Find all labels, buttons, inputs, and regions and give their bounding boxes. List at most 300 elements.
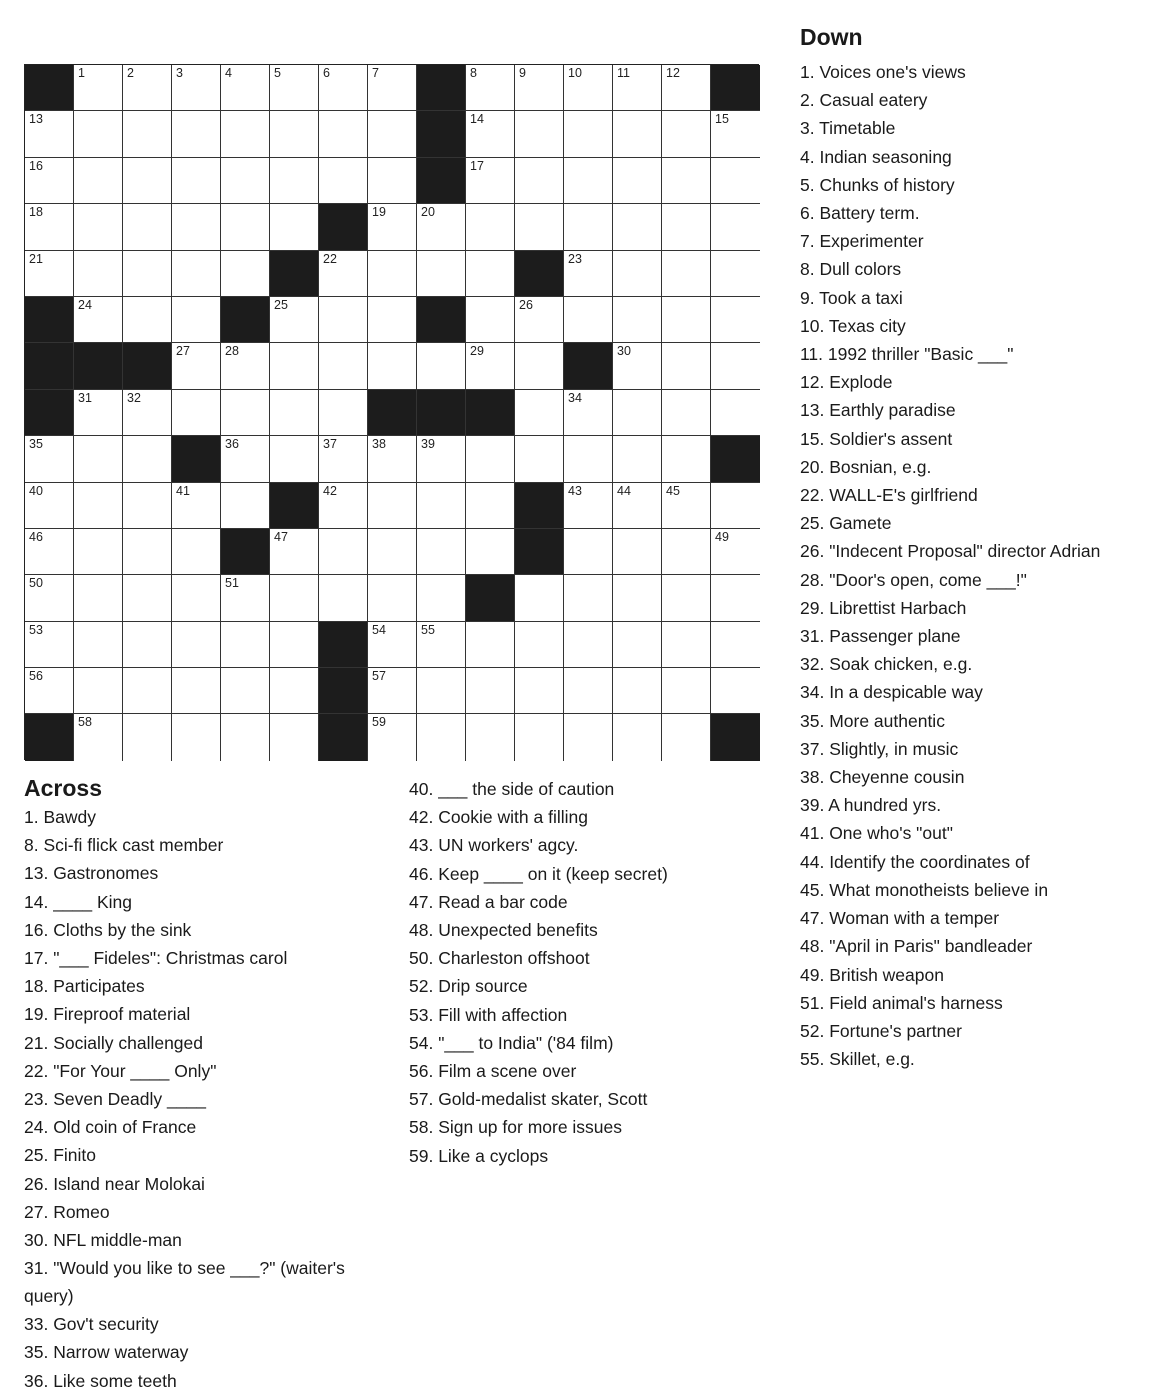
grid-cell[interactable] xyxy=(417,668,466,714)
grid-cell[interactable] xyxy=(466,714,515,760)
black-square xyxy=(25,390,74,436)
grid-cell[interactable] xyxy=(417,436,466,482)
grid-cell[interactable] xyxy=(172,575,221,621)
grid-cell[interactable] xyxy=(515,436,564,482)
grid-cell[interactable] xyxy=(270,436,319,482)
down-clue[interactable]: 37. Slightly, in music xyxy=(800,738,959,759)
clue-number: 14 xyxy=(470,112,484,127)
grid-cell[interactable] xyxy=(123,529,172,575)
grid-cell[interactable] xyxy=(319,436,368,482)
grid-cell[interactable] xyxy=(515,204,564,250)
across-clue[interactable]: 48. Unexpected benefits xyxy=(409,920,598,941)
grid-cell[interactable] xyxy=(25,575,74,621)
grid-cell[interactable] xyxy=(270,622,319,668)
grid-cell[interactable] xyxy=(123,251,172,297)
grid-cell[interactable] xyxy=(466,158,515,204)
grid-cell[interactable] xyxy=(270,668,319,714)
grid-cell[interactable] xyxy=(662,297,711,343)
clue-number: 26 xyxy=(519,297,533,312)
grid-cell[interactable] xyxy=(74,575,123,621)
clue-number: 36 xyxy=(225,437,239,452)
grid-cell[interactable] xyxy=(515,622,564,668)
across-clue[interactable]: 53. Fill with affection xyxy=(409,1004,568,1025)
grid-cell[interactable] xyxy=(25,622,74,668)
grid-cell[interactable] xyxy=(711,111,760,157)
grid-cell[interactable] xyxy=(172,158,221,204)
grid-cell[interactable] xyxy=(172,390,221,436)
grid-cell[interactable] xyxy=(515,65,564,111)
grid-cell[interactable] xyxy=(613,204,662,250)
down-clue[interactable]: 2. Casual eatery xyxy=(800,90,928,111)
black-square xyxy=(711,714,760,760)
grid-cell[interactable] xyxy=(564,390,613,436)
grid-cell[interactable] xyxy=(662,111,711,157)
grid-cell[interactable] xyxy=(25,111,74,157)
across-clue[interactable]: 35. Narrow waterway xyxy=(24,1342,189,1363)
grid-cell[interactable] xyxy=(711,529,760,575)
down-clue[interactable]: 52. Fortune's partner xyxy=(800,1020,962,1041)
grid-cell[interactable] xyxy=(466,483,515,529)
grid-cell[interactable] xyxy=(466,297,515,343)
grid-cell[interactable] xyxy=(172,714,221,760)
grid-cell[interactable] xyxy=(172,622,221,668)
grid-cell[interactable] xyxy=(270,65,319,111)
down-clue[interactable]: 26. "Indecent Proposal" director Adrian xyxy=(800,541,1101,562)
grid-cell[interactable] xyxy=(123,158,172,204)
grid-cell[interactable] xyxy=(662,158,711,204)
grid-cell[interactable] xyxy=(221,436,270,482)
down-clue[interactable]: 38. Cheyenne cousin xyxy=(800,767,965,788)
grid-cell[interactable] xyxy=(123,65,172,111)
across-clue[interactable]: 8. Sci-fi flick cast member xyxy=(24,835,224,856)
grid-cell[interactable] xyxy=(319,575,368,621)
across-clue[interactable]: 19. Fireproof material xyxy=(24,1004,191,1025)
grid-cell[interactable] xyxy=(417,204,466,250)
black-square xyxy=(25,343,74,389)
grid-cell[interactable] xyxy=(270,204,319,250)
grid-cell[interactable] xyxy=(368,251,417,297)
clue-number: 39 xyxy=(421,437,435,452)
grid-cell[interactable] xyxy=(74,251,123,297)
across-heading: Across xyxy=(24,775,102,801)
grid-cell[interactable] xyxy=(123,622,172,668)
down-clue[interactable]: 28. "Door's open, come ___!" xyxy=(800,569,1027,590)
grid-cell[interactable] xyxy=(74,714,123,760)
clue-number: 51 xyxy=(225,576,239,591)
grid-cell[interactable] xyxy=(74,622,123,668)
across-clue[interactable]: 42. Cookie with a filling xyxy=(409,807,588,828)
grid-cell[interactable] xyxy=(172,297,221,343)
across-clue[interactable]: 1. Bawdy xyxy=(24,807,96,827)
grid-cell[interactable] xyxy=(711,575,760,621)
grid-cell[interactable] xyxy=(221,158,270,204)
down-clue[interactable]: 6. Battery term. xyxy=(800,203,920,224)
grid-cell[interactable] xyxy=(25,158,74,204)
grid-cell[interactable] xyxy=(417,575,466,621)
grid-cell[interactable] xyxy=(662,575,711,621)
grid-cell[interactable] xyxy=(172,111,221,157)
across-clue[interactable]: 21. Socially challenged xyxy=(24,1032,204,1053)
grid-cell[interactable] xyxy=(711,251,760,297)
grid-cell[interactable] xyxy=(270,158,319,204)
down-clue[interactable]: 13. Earthly paradise xyxy=(800,400,956,421)
down-clue[interactable]: 22. WALL-E's girlfriend xyxy=(800,485,978,506)
grid-cell[interactable] xyxy=(123,575,172,621)
black-square xyxy=(172,436,221,482)
across-clue[interactable]: 43. UN workers' agcy. xyxy=(409,835,579,856)
down-clue[interactable]: 11. 1992 thriller "Basic ___" xyxy=(800,344,1014,365)
grid-cell[interactable] xyxy=(319,111,368,157)
grid-cell[interactable] xyxy=(613,575,662,621)
grid-cell[interactable] xyxy=(613,483,662,529)
grid-cell[interactable] xyxy=(662,65,711,111)
grid-cell[interactable] xyxy=(319,483,368,529)
grid-cell[interactable] xyxy=(564,668,613,714)
grid-cell[interactable] xyxy=(417,622,466,668)
down-clue[interactable]: 34. In a despicable way xyxy=(800,682,983,703)
across-clue[interactable]: 22. "For Your ____ Only" xyxy=(24,1060,217,1081)
down-clue[interactable]: 47. Woman with a temper xyxy=(800,908,1000,929)
black-square xyxy=(711,436,760,482)
grid-cell[interactable] xyxy=(711,483,760,529)
grid-cell[interactable] xyxy=(123,204,172,250)
grid-cell[interactable] xyxy=(319,251,368,297)
grid-cell[interactable] xyxy=(662,390,711,436)
grid-cell[interactable] xyxy=(417,251,466,297)
across-clue[interactable]: 17. "___ Fideles": Christmas carol xyxy=(24,948,288,969)
grid-cell[interactable] xyxy=(123,111,172,157)
grid-cell[interactable] xyxy=(662,668,711,714)
grid-cell[interactable] xyxy=(25,436,74,482)
grid-cell[interactable] xyxy=(270,297,319,343)
grid-cell[interactable] xyxy=(368,343,417,389)
grid-cell[interactable] xyxy=(662,529,711,575)
across-clue[interactable]: 26. Island near Molokai xyxy=(24,1173,205,1194)
grid-cell[interactable] xyxy=(25,668,74,714)
grid-cell[interactable] xyxy=(25,529,74,575)
grid-cell[interactable] xyxy=(711,297,760,343)
down-clue[interactable]: 4. Indian seasoning xyxy=(800,146,952,167)
across-clue[interactable]: 54. "___ to India" ('84 film) xyxy=(409,1032,614,1053)
grid-cell[interactable] xyxy=(368,622,417,668)
down-clue[interactable]: 7. Experimenter xyxy=(800,231,924,252)
grid-cell[interactable] xyxy=(564,204,613,250)
clue-number: 35 xyxy=(29,437,43,452)
grid-cell[interactable] xyxy=(662,343,711,389)
down-clue[interactable]: 29. Librettist Harbach xyxy=(800,597,967,618)
grid-cell[interactable] xyxy=(172,343,221,389)
grid-cell[interactable] xyxy=(417,529,466,575)
clue-number: 34 xyxy=(568,390,582,405)
grid-cell[interactable] xyxy=(368,714,417,760)
across-clue[interactable]: 30. NFL middle-man xyxy=(24,1230,182,1251)
clue-number: 23 xyxy=(568,251,582,266)
down-clue[interactable]: 10. Texas city xyxy=(800,315,906,336)
black-square xyxy=(515,251,564,297)
grid-cell[interactable] xyxy=(711,204,760,250)
grid-cell[interactable] xyxy=(466,622,515,668)
grid-cell[interactable] xyxy=(221,251,270,297)
across-clue[interactable]: 23. Seven Deadly ____ xyxy=(24,1089,206,1110)
grid-cell[interactable] xyxy=(564,436,613,482)
down-clue[interactable]: 5. Chunks of history xyxy=(800,174,955,195)
grid-cell[interactable] xyxy=(613,390,662,436)
clue-number: 31 xyxy=(78,390,92,405)
down-clue[interactable]: 41. One who's "out" xyxy=(800,823,953,844)
grid-cell[interactable] xyxy=(172,529,221,575)
grid-cell[interactable] xyxy=(466,65,515,111)
grid-cell[interactable] xyxy=(466,436,515,482)
down-clue[interactable]: 45. What monotheists believe in xyxy=(800,879,1049,900)
grid-cell[interactable] xyxy=(515,111,564,157)
grid-cell[interactable] xyxy=(221,483,270,529)
down-clue[interactable]: 32. Soak chicken, e.g. xyxy=(800,654,973,675)
grid-cell[interactable] xyxy=(662,251,711,297)
grid-cell[interactable] xyxy=(221,111,270,157)
grid-cell[interactable] xyxy=(319,158,368,204)
grid-cell[interactable] xyxy=(221,390,270,436)
grid-cell[interactable] xyxy=(466,668,515,714)
grid-cell[interactable] xyxy=(319,529,368,575)
grid-cell[interactable] xyxy=(662,436,711,482)
grid-cell[interactable] xyxy=(368,436,417,482)
grid-cell[interactable] xyxy=(74,668,123,714)
grid-cell[interactable] xyxy=(515,714,564,760)
grid-cell[interactable] xyxy=(319,390,368,436)
across-clue[interactable]: 13. Gastronomes xyxy=(24,863,159,884)
clue-number: 2 xyxy=(127,66,134,80)
grid-cell[interactable] xyxy=(613,714,662,760)
grid-cell[interactable] xyxy=(270,111,319,157)
across-clue[interactable]: 52. Drip source xyxy=(409,976,528,997)
grid-cell[interactable] xyxy=(613,343,662,389)
grid-cell[interactable] xyxy=(270,529,319,575)
grid-cell[interactable] xyxy=(662,204,711,250)
across-clue[interactable]: 57. Gold-medalist skater, Scott xyxy=(409,1089,648,1110)
down-clue[interactable]: 25. Gamete xyxy=(800,513,892,534)
grid-cell[interactable] xyxy=(466,111,515,157)
grid-cell[interactable] xyxy=(515,575,564,621)
grid-cell[interactable] xyxy=(123,714,172,760)
across-clue[interactable]: 50. Charleston offshoot xyxy=(409,948,590,969)
across-clue[interactable]: 14. ____ King xyxy=(24,891,133,912)
down-heading: Down xyxy=(800,24,863,50)
down-clue[interactable]: 44. Identify the coordinates of xyxy=(800,851,1030,872)
grid-cell[interactable] xyxy=(221,65,270,111)
grid-cell[interactable] xyxy=(711,390,760,436)
grid-cell[interactable] xyxy=(74,158,123,204)
grid-cell[interactable] xyxy=(564,622,613,668)
grid-cell[interactable] xyxy=(711,343,760,389)
grid-cell[interactable] xyxy=(515,668,564,714)
clue-number: 44 xyxy=(617,483,631,498)
grid-cell[interactable] xyxy=(564,529,613,575)
grid-cell[interactable] xyxy=(74,436,123,482)
across-clue[interactable]: 56. Film a scene over xyxy=(409,1061,577,1082)
grid-cell[interactable] xyxy=(172,204,221,250)
black-square xyxy=(417,111,466,157)
grid-cell[interactable] xyxy=(368,158,417,204)
across-clue[interactable]: 58. Sign up for more issues xyxy=(409,1117,623,1138)
grid-cell[interactable] xyxy=(270,390,319,436)
across-clue[interactable]: 16. Cloths by the sink xyxy=(24,919,192,940)
down-clue[interactable]: 49. British weapon xyxy=(800,964,944,985)
down-clue[interactable]: 12. Explode xyxy=(800,372,893,393)
grid-cell[interactable] xyxy=(25,251,74,297)
grid-cell[interactable] xyxy=(564,251,613,297)
grid-cell[interactable] xyxy=(25,483,74,529)
across-clue[interactable]: 33. Gov't security xyxy=(24,1314,159,1335)
clue-number: 5 xyxy=(274,66,281,80)
across-clue[interactable]: 31. "Would you like to see ___?" (waiter's query) xyxy=(24,1258,345,1307)
grid-cell[interactable] xyxy=(172,483,221,529)
grid-cell[interactable] xyxy=(123,297,172,343)
across-clue[interactable]: 27. Romeo xyxy=(24,1201,110,1222)
clue-number: 11 xyxy=(617,66,630,80)
clue-number: 58 xyxy=(78,715,92,730)
grid-cell[interactable] xyxy=(662,622,711,668)
grid-cell[interactable] xyxy=(466,251,515,297)
grid-cell[interactable] xyxy=(319,343,368,389)
clue-number: 29 xyxy=(470,344,484,359)
grid-cell[interactable] xyxy=(221,714,270,760)
grid-cell[interactable] xyxy=(172,251,221,297)
down-clue[interactable]: 48. "April in Paris" bandleader xyxy=(800,936,1033,957)
grid-cell[interactable] xyxy=(319,65,368,111)
black-square xyxy=(221,297,270,343)
grid-cell[interactable] xyxy=(221,575,270,621)
grid-cell[interactable] xyxy=(417,483,466,529)
across-clue[interactable]: 46. Keep ____ on it (keep secret) xyxy=(409,863,668,884)
clue-number: 3 xyxy=(176,66,183,80)
across-clue[interactable]: 40. ___ the side of caution xyxy=(409,779,615,799)
grid-cell[interactable] xyxy=(74,65,123,111)
across-clue[interactable]: 36. Like some teeth xyxy=(24,1370,177,1391)
grid-cell[interactable] xyxy=(515,390,564,436)
black-square xyxy=(368,390,417,436)
grid-cell[interactable] xyxy=(613,529,662,575)
grid-cell[interactable] xyxy=(564,714,613,760)
grid-cell[interactable] xyxy=(172,668,221,714)
grid-cell[interactable] xyxy=(172,65,221,111)
grid-cell[interactable] xyxy=(123,436,172,482)
grid-cell[interactable] xyxy=(515,158,564,204)
black-square xyxy=(319,204,368,250)
across-clue[interactable]: 18. Participates xyxy=(24,976,145,997)
grid-cell[interactable] xyxy=(123,390,172,436)
black-square xyxy=(466,575,515,621)
grid-cell[interactable] xyxy=(466,529,515,575)
black-square xyxy=(25,714,74,760)
grid-cell[interactable] xyxy=(270,575,319,621)
grid-cell[interactable] xyxy=(662,714,711,760)
grid-cell[interactable] xyxy=(466,204,515,250)
grid-cell[interactable] xyxy=(711,622,760,668)
clue-number: 28 xyxy=(225,344,239,359)
grid-cell[interactable] xyxy=(564,483,613,529)
grid-cell[interactable] xyxy=(613,158,662,204)
grid-cell[interactable] xyxy=(123,668,172,714)
grid-cell[interactable] xyxy=(564,65,613,111)
grid-cell[interactable] xyxy=(368,297,417,343)
grid-cell[interactable] xyxy=(270,343,319,389)
grid-cell[interactable] xyxy=(564,158,613,204)
grid-cell[interactable] xyxy=(221,668,270,714)
grid-cell[interactable] xyxy=(564,575,613,621)
black-square xyxy=(74,343,123,389)
across-clue[interactable]: 24. Old coin of France xyxy=(24,1117,197,1138)
across-clue[interactable]: 25. Finito xyxy=(24,1145,96,1166)
grid-cell[interactable] xyxy=(417,343,466,389)
down-clue[interactable]: 3. Timetable xyxy=(800,118,896,139)
grid-cell[interactable] xyxy=(74,390,123,436)
grid-cell[interactable] xyxy=(74,297,123,343)
grid-cell[interactable] xyxy=(25,204,74,250)
grid-cell[interactable] xyxy=(515,297,564,343)
grid-cell[interactable] xyxy=(466,343,515,389)
across-clue[interactable]: 47. Read a bar code xyxy=(409,891,568,912)
grid-cell[interactable] xyxy=(368,668,417,714)
grid-cell[interactable] xyxy=(221,343,270,389)
grid-cell[interactable] xyxy=(123,483,172,529)
grid-cell[interactable] xyxy=(564,297,613,343)
down-clue[interactable]: 1. Voices one's views xyxy=(800,62,966,82)
grid-cell[interactable] xyxy=(74,529,123,575)
clue-number: 25 xyxy=(274,297,288,312)
grid-cell[interactable] xyxy=(221,204,270,250)
down-clue[interactable]: 35. More authentic xyxy=(800,710,945,731)
grid-cell[interactable] xyxy=(221,622,270,668)
grid-cell[interactable] xyxy=(74,111,123,157)
down-clue[interactable]: 39. A hundred yrs. xyxy=(800,795,942,816)
grid-cell[interactable] xyxy=(270,714,319,760)
across-clue[interactable]: 59. Like a cyclops xyxy=(409,1145,549,1166)
down-clue[interactable]: 51. Field animal's harness xyxy=(800,992,1003,1013)
grid-cell[interactable] xyxy=(564,111,613,157)
grid-cell[interactable] xyxy=(368,204,417,250)
grid-cell[interactable] xyxy=(613,297,662,343)
clue-number: 42 xyxy=(323,483,337,498)
down-clue[interactable]: 9. Took a taxi xyxy=(800,287,903,308)
grid-cell[interactable] xyxy=(613,622,662,668)
grid-cell[interactable] xyxy=(74,483,123,529)
down-clue[interactable]: 31. Passenger plane xyxy=(800,626,961,647)
grid-cell[interactable] xyxy=(711,158,760,204)
down-clue[interactable]: 8. Dull colors xyxy=(800,259,902,280)
down-clue[interactable]: 55. Skillet, e.g. xyxy=(800,1049,915,1070)
grid-cell[interactable] xyxy=(417,714,466,760)
grid-cell[interactable] xyxy=(613,111,662,157)
grid-cell[interactable] xyxy=(368,483,417,529)
grid-cell[interactable] xyxy=(74,204,123,250)
grid-cell[interactable] xyxy=(613,436,662,482)
black-square xyxy=(25,297,74,343)
grid-cell[interactable] xyxy=(319,297,368,343)
down-clue[interactable]: 15. Soldier's assent xyxy=(800,428,953,449)
grid-cell[interactable] xyxy=(613,65,662,111)
grid-cell[interactable] xyxy=(368,529,417,575)
grid-cell[interactable] xyxy=(662,483,711,529)
grid-cell[interactable] xyxy=(613,668,662,714)
down-clue[interactable]: 20. Bosnian, e.g. xyxy=(800,456,932,477)
grid-cell[interactable] xyxy=(368,65,417,111)
clue-number: 50 xyxy=(29,576,43,591)
grid-cell[interactable] xyxy=(613,251,662,297)
grid-cell[interactable] xyxy=(368,575,417,621)
grid-cell[interactable] xyxy=(368,111,417,157)
grid-cell[interactable] xyxy=(515,343,564,389)
grid-cell[interactable] xyxy=(711,668,760,714)
